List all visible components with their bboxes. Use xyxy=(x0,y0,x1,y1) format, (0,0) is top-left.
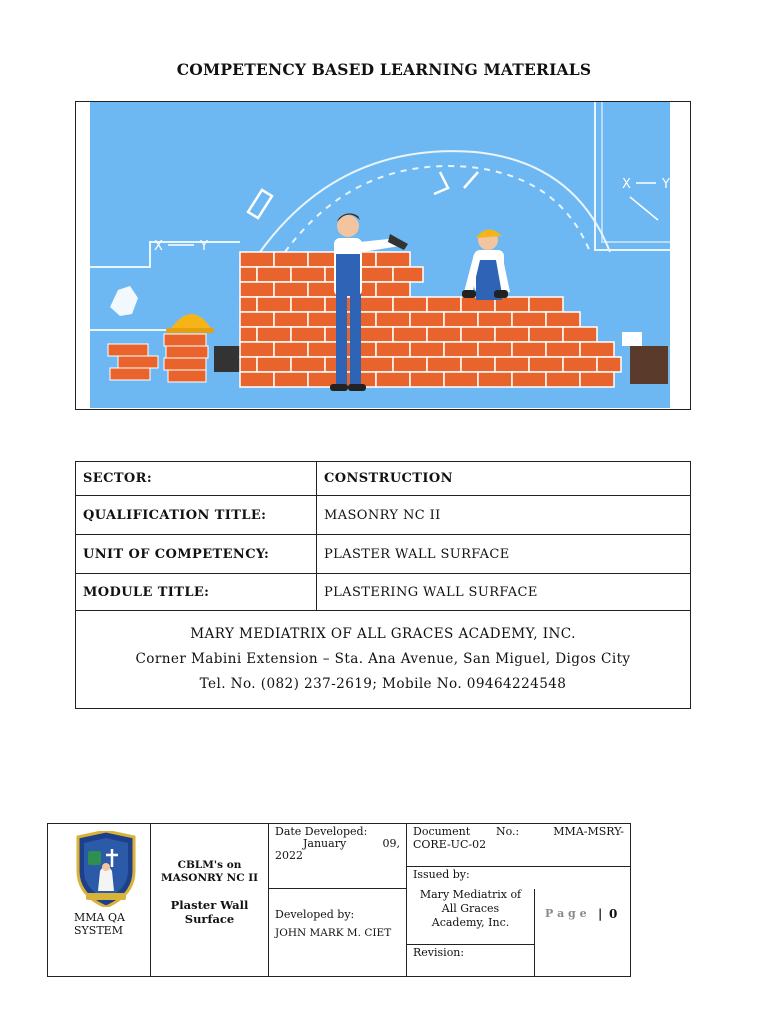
school-info-row xyxy=(76,611,691,709)
plaster-line1: Plaster Wall xyxy=(170,898,249,912)
sector-label: SECTOR: xyxy=(76,462,317,496)
document-title: COMPETENCY BASED LEARNING MATERIALS xyxy=(176,60,592,79)
school-contact: Tel. No. (082) 237-2619; Mobile No. 09464224548 xyxy=(199,676,567,692)
date-developed-month: January xyxy=(303,837,347,850)
table-row xyxy=(76,496,691,535)
cblm-line1: CBLM's on xyxy=(177,859,242,871)
document-footer-table xyxy=(47,823,631,977)
cover-illustration xyxy=(90,102,670,408)
module-title-label: MODULE TITLE: xyxy=(76,574,317,611)
cblm-line2: MASONRY NC II xyxy=(160,872,259,884)
date-developed-year: 2022 xyxy=(275,849,303,862)
logo-caption-line1: MMA QA xyxy=(74,911,125,924)
cover-image-frame xyxy=(75,101,691,410)
module-title-value: PLASTERING WALL SURFACE xyxy=(317,574,691,611)
board-label-x1: X xyxy=(154,239,163,254)
date-developed-cell xyxy=(269,824,406,888)
issued-by-cell xyxy=(407,867,534,944)
document-number-cell xyxy=(407,824,630,866)
table-row xyxy=(76,535,691,574)
issuer-line1: Mary Mediatrix of xyxy=(419,888,522,901)
board-label-x2: X xyxy=(622,177,631,192)
date-developed-label: Date Developed: xyxy=(275,825,368,838)
developed-by-cell xyxy=(269,889,406,976)
date-developed-day: 09, xyxy=(382,837,400,850)
qualification-info-table xyxy=(75,461,691,709)
page-label: P a g e xyxy=(545,907,587,920)
unit-of-competency-value: PLASTER WALL SURFACE xyxy=(317,535,691,574)
table-row xyxy=(76,574,691,611)
qualification-title-value: MASONRY NC II xyxy=(317,496,691,535)
page-number-cell xyxy=(535,867,630,976)
sector-value: CONSTRUCTION xyxy=(317,462,691,496)
revision-label: Revision: xyxy=(413,946,465,959)
page-number: 0 xyxy=(609,907,618,921)
issuer-line3: Academy, Inc. xyxy=(431,916,510,929)
school-address: Corner Mabini Extension – Sta. Ana Avenue, San Miguel, Digos City xyxy=(135,651,631,667)
plaster-line2: Surface xyxy=(184,912,235,926)
school-info xyxy=(76,611,691,709)
school-crest-logo xyxy=(74,831,138,907)
revision-cell xyxy=(407,945,534,976)
qualification-title-label: QUALIFICATION TITLE: xyxy=(76,496,317,535)
cblm-title-cell xyxy=(151,824,268,976)
issuer-line2: All Graces xyxy=(441,902,500,915)
logo-cell xyxy=(48,824,150,976)
developed-by-label: Developed by: xyxy=(275,908,355,921)
unit-of-competency-label: UNIT OF COMPETENCY: xyxy=(76,535,317,574)
document-no-label: No.: xyxy=(496,825,520,838)
document-number-part2: CORE-UC-02 xyxy=(413,838,487,851)
board-label-y2: Y xyxy=(662,177,670,192)
developer-name: JOHN MARK M. CIET xyxy=(275,927,392,939)
school-name: MARY MEDIATRIX OF ALL GRACES ACADEMY, INC. xyxy=(190,626,576,642)
board-label-y1: Y xyxy=(200,239,208,254)
page-separator: | xyxy=(598,907,603,921)
document-label: Document xyxy=(413,825,471,838)
logo-caption-line2: SYSTEM xyxy=(74,924,123,937)
issued-by-label: Issued by: xyxy=(413,868,470,881)
table-row xyxy=(76,462,691,496)
document-number-part1: MMA-MSRY- xyxy=(553,825,624,838)
